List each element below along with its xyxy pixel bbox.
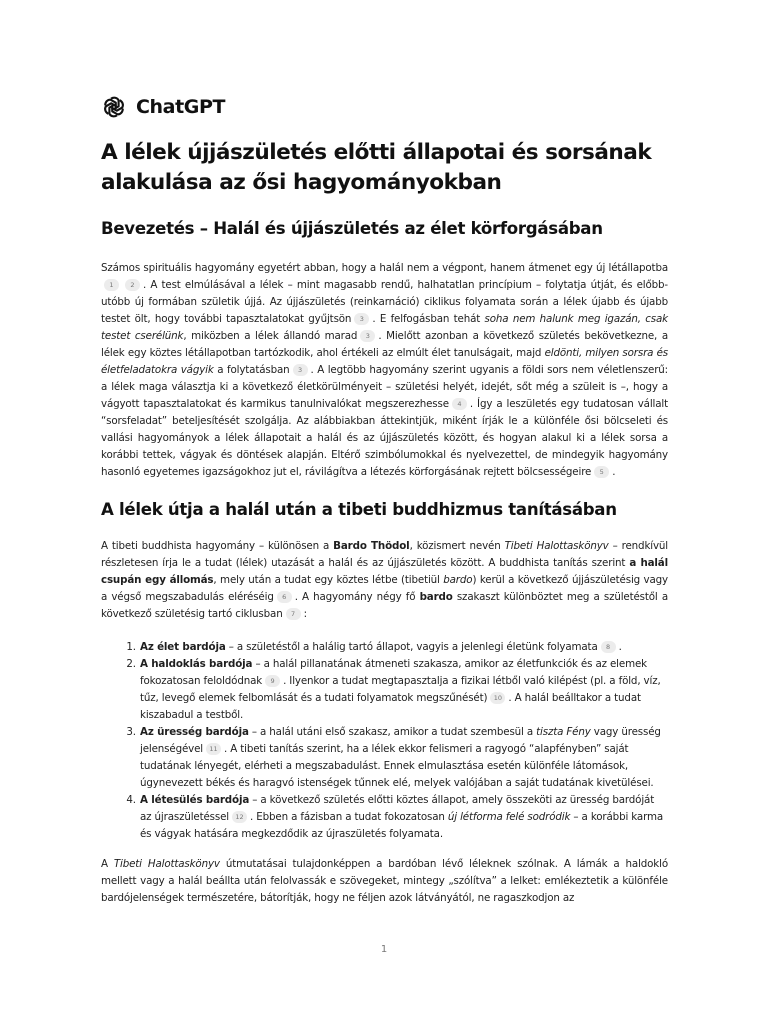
citation-badge[interactable]: 5 [594,466,609,478]
italic-text: eldönti, milyen sorsra és életfeladatokra vágyik [101,347,668,376]
citation-badge[interactable]: 3 [360,330,375,342]
list-item: 1. Az élet bardója – a születéstől a halálig tartó állapot, vagyis a jelenlegi életünk folyamata 8 . [139,639,668,656]
bold-text: Az üresség bardója [140,726,249,738]
bold-text: A létesülés bardója [140,794,250,806]
page-number: 1 [380,944,388,955]
bardo-list [101,639,668,843]
halottaskonyv-paragraph: A Tibeti Halottaskönyv útmutatásai tulajdonképpen a bardóban lévő léleknek szólnak. A lámák a haldokló mellett vagy a halál beállta után felolvassák e szövegeket, mintegy „szólítva” a lelket: emlékeztetik a különféle bardójelenségek természetére, bátorítják, hogy ne féljen azok látványától, ne ragaszkodjon az [101,858,668,904]
intro-paragraph: Számos spirituális hagyomány egyetért abban, hogy a halál nem a végpont, hanem átmenet egy új létállapotba1 2 . A test elmúlásával a lélek – mint magasabb rendű, halhatatlan princípium – folytatja útját, és előbb-utóbb új formában születik újjá. Az újjászületés (reinkarnáció) ciklikus folyamata során a lélek újabb és újabb testet ölt, hogy további tapasztalatokat gyűjtsön 3 . E felfogásban tehát soha nem halunk meg igazán, csak testet cserélünk, miközben a lélek állandó marad 3 . Mielőtt azonban a következő születés bekövetkezne, a lélek egy köztes létállapotban tartózkodik, ahol értékeli az elmúlt élet tanulságait, majd eldönti, milyen sorsra és életfeladatokra vágyik a folytatásban 3 . A legtöbb hagyomány szerint ugyanis a földi sors nem véletlenszerű: a lélek maga választja ki a következő életkörülményeit – születési helyét, idejét, sőt még a szüleit is –, hogy a vágyott tapasztalatokat és karmikus tanulnivalókat megszerezhesse 4 . Így a leszületés egy tudatosan vállalt “sorsfeladat” beteljesítését szolgálja. Az alábbiakban áttekintjük, miként írják le a különféle ősi bölcseleti és vallási hagyományok a lélek állapotait a halál és az újjászületés között, és hogyan alakul ki a lélek sorsa a korábbi tettek, vágyak és döntések alapján. Eltérő szimbólumokkal és nyelvezettel, de mindegyik hagyomány hasonló egyetemes igazságokhoz jut el, rávilágítva a létezés körforgásának rejtett bölcsességeire 5 . [101,262,669,478]
citation-badge[interactable]: 8 [601,641,616,653]
section-heading-tibetan: A lélek útja a halál után a tibeti buddhizmus tanításában [101,500,617,519]
bold-text: a halál csupán egy állomás [101,557,668,586]
brand-name: ChatGPT [136,96,226,118]
document-content [101,138,668,907]
italic-text: tiszta Fény [536,726,591,738]
list-item: 4. A létesülés bardója – a következő születés előtti köztes állapot, amely összeköti az üresség bardóját az újraszületéssel 12 . Ebben a fázisban a tudat fokozatosan új létforma felé sodródik – a korábbi karma és vágyak hatására megkezdődik az újraszületés folyamata. [139,792,668,843]
citation-badge[interactable]: 9 [265,675,280,687]
bold-text: bardo [419,591,453,603]
citation-badge[interactable]: 3 [354,313,369,325]
list-item: 2. A haldoklás bardója – a halál pillanatának átmeneti szakasza, amikor az életfunkciók és az elemek fokozatosan feloldódnak 9 . Ilyenkor a tudat megtapasztalja a fizikai létből való kilépést (pl. a föld, víz, tűz, levegő elemek felbomlását és a tudati folyamatok megszűnését) 10 . A halál beálltakor a tudat kiszabadul a testből. [139,656,668,724]
document-title: A lélek újjászületés előtti állapotai és sorsának alakulása az ősi hagyományokban [101,140,652,195]
citation-badge[interactable]: 10 [490,692,505,704]
italic-text: soha nem halunk meg igazán, csak testet cserélünk [101,313,668,342]
italic-text: Tibeti Halottaskönyv [113,858,220,870]
citation-badge[interactable]: 4 [452,398,467,410]
section-heading-intro: Bevezetés – Halál és újjászületés az élet körforgásában [101,219,603,238]
citation-badge[interactable]: 7 [286,608,301,620]
citation-badge[interactable]: 12 [232,811,247,823]
citation-badge[interactable]: 11 [206,743,221,755]
bold-text: Bardo Thödol [333,540,410,552]
tibetan-paragraph: A tibeti buddhista hagyomány – különösen a Bardo Thödol, közismert nevén Tibeti Halottaskönyv – rendkívül részletesen írja le a tudat (lélek) utazását a halál és az újjászületés között. A buddhista tanítás szerint a halál csupán egy állomás, mely után a tudat egy köztes létbe (tibetiül bardo) kerül a következő újjászületésig vagy a végső megszabadulás eléréséig 6 . A hagyomány négy fő bardo szakaszt különböztet meg a születéstől a következő születésig tartó ciklusban 7 : [101,540,668,620]
italic-text: Tibeti Halottaskönyv [504,540,609,552]
bold-text: A haldoklás bardója [140,658,253,670]
citation-badge[interactable]: 1 [104,279,119,291]
bold-text: Az élet bardója [140,641,226,653]
citation-badge[interactable]: 6 [277,591,292,603]
brand-header [101,94,225,120]
citation-badge[interactable]: 3 [293,364,308,376]
italic-text: új létforma felé sodródik [447,811,571,823]
italic-text: bardo [443,574,473,586]
openai-logo-icon [101,94,127,120]
list-item: 3. Az üresség bardója – a halál utáni első szakasz, amikor a tudat szembesül a tiszta Fény vagy üresség jelenségével 11 . A tibeti tanítás szerint, ha a lélek ekkor felismeri a ragyogó “alapfényben” saját tudatának lényegét, elérheti a megszabadulást. Ennek elmulasztása esetén különféle látomások, úgynevezett békés és haragvó istenségek tűnnek elé, melyek valójában a saját tudatának kivetülései. [139,724,668,792]
citation-badge[interactable]: 2 [125,279,140,291]
